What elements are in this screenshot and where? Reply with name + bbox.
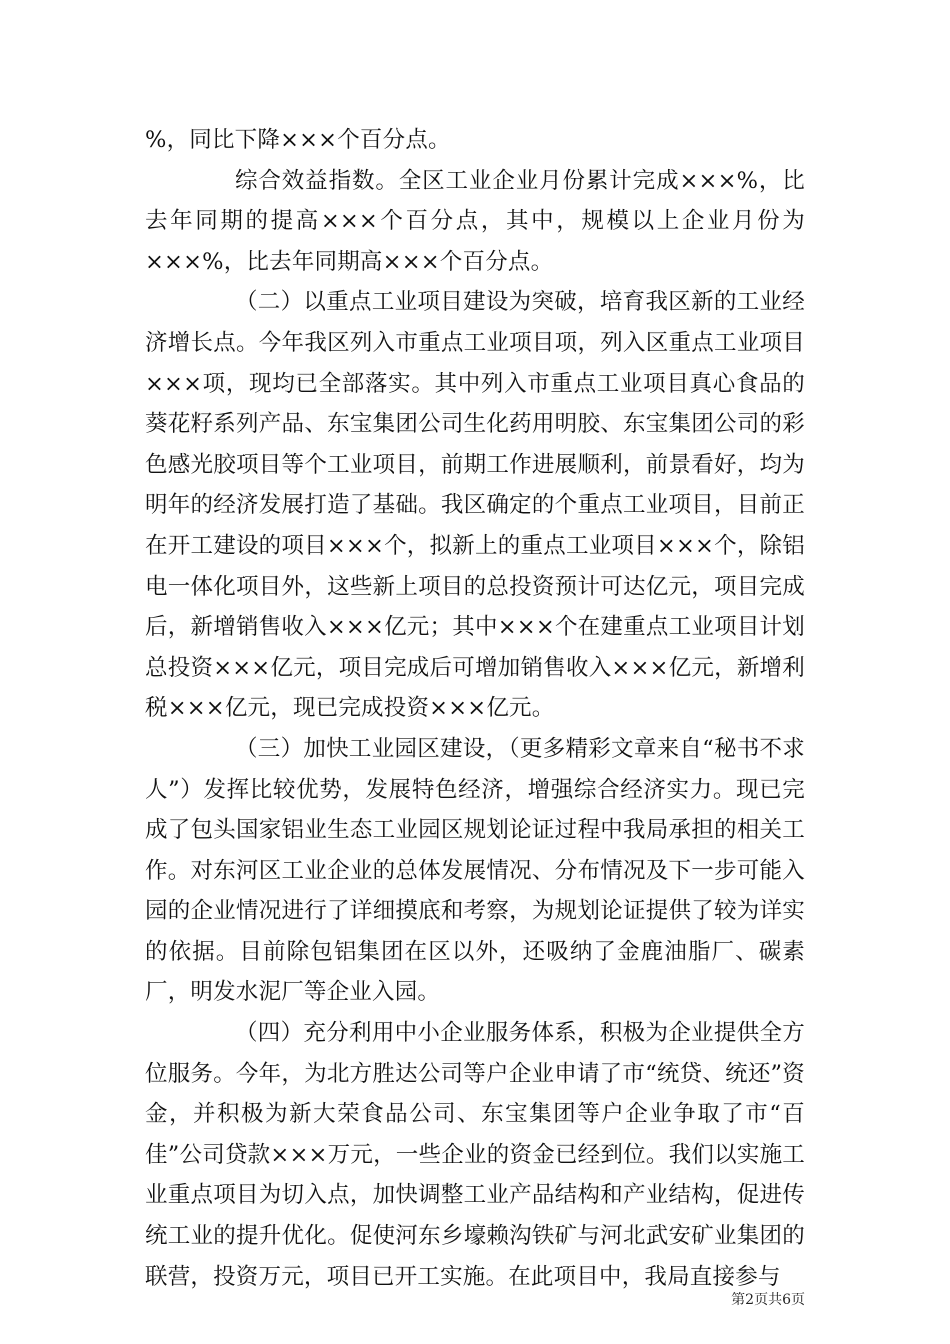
paragraph-key-projects: （二）以重点工业项目建设为突破，培育我区新的工业经济增长点。今年我区列入市重点工业项目项，列入区重点工业项目×××项，现均已全部落实。其中列入市重点工业项目真心食品的葵花籽系列产品、东宝集团公司生化药用明胶、东宝集团公司的彩色感光胶项目等个工业项目，前期工作进展顺利，前景看好，均为明年的经济发展打造了基础。我区确定的个重点工业项目，目前正在开工建设的项目×××个，拟新上的重点工业项目×××个，除铝电一体化项目外，这些新上项目的总投资预计可达亿元，项目完成后，新增销售收入×××亿元；其中×××个在建重点工业项目计划总投资×××亿元，项目完成后可增加销售收入×××亿元，新增利税×××亿元，现已完成投资×××亿元。 — [145, 289, 805, 722]
paragraph-industrial-park: （三）加快工业园区建设，（更多精彩文章来自“秘书不求人”）发挥比较优势，发展特色经济，增强综合经济实力。现已完成了包头国家铝业生态工业园区规划论证过程中我局承担的相关工作。对东河区工业企业的总体发展情况、分布情况及下一步可能入园的企业情况进行了详细摸底和考察，为规划论证提供了较为详实的依据。目前除包铝集团在区以外，还吸纳了金鹿油脂厂、碳素厂，明发水泥厂等企业入园。 — [145, 735, 805, 1006]
document-body — [145, 120, 805, 1297]
paragraph-sme-services: （四）充分利用中小企业服务体系，积极为企业提供全方位服务。今年，为北方胜达公司等户企业申请了市“统贷、统还”资金，并积极为新大荣食品公司、东宝集团等户企业争取了市“百佳”公司贷款×××万元，一些企业的资金已经到位。我们以实施工业重点项目为切入点，加快调整工业产品结构和产业结构，促进传统工业的提升优化。促使河东乡壕赖沟铁矿与河北武安矿业集团的联营，投资万元，项目已开工实施。在此项目中，我局直接参与 — [145, 1020, 805, 1290]
paragraph-composite-index: 综合效益指数。全区工业企业月份累计完成×××%，比去年同期的提高×××个百分点，其中，规模以上企业月份为×××%，比去年同期高×××个百分点。 — [145, 167, 805, 275]
page-number-footer: 第2页共6页 — [731, 1292, 805, 1308]
paragraph-continuation: %，同比下降×××个百分点。 — [145, 127, 451, 153]
